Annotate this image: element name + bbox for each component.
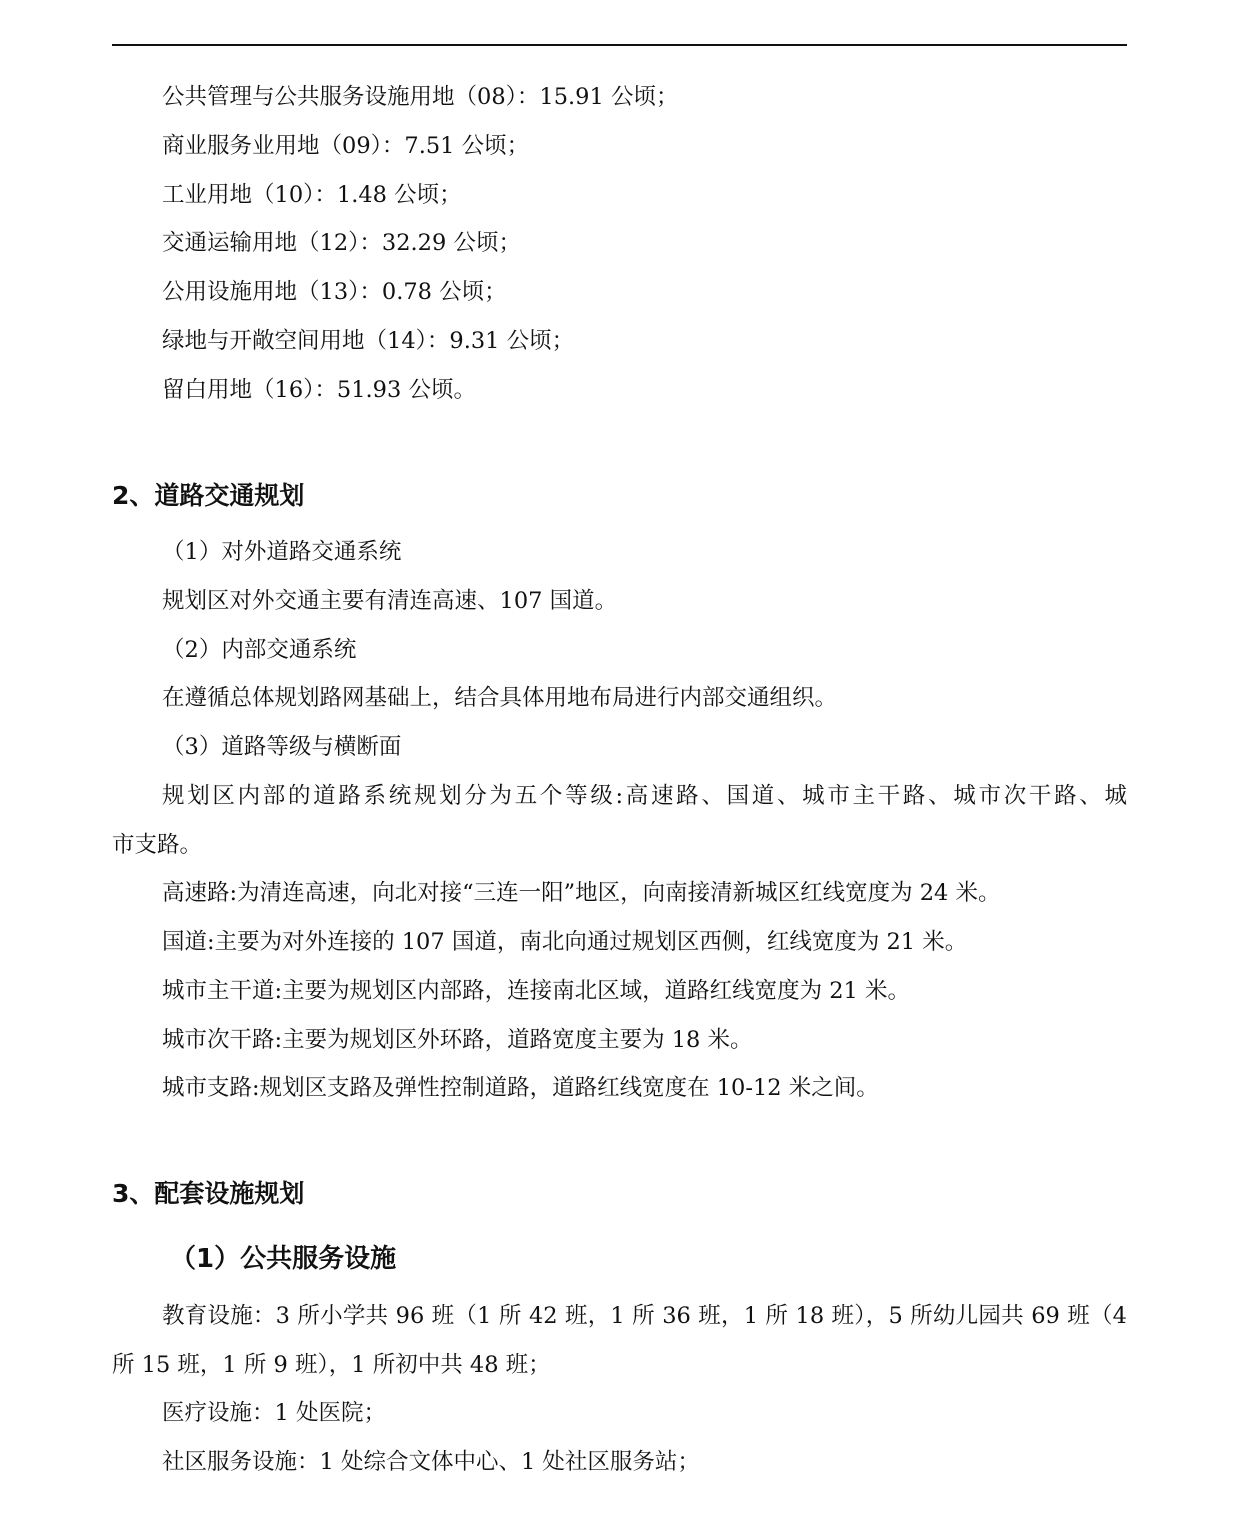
paragraph-education-line2: 所 15 班，1 所 9 班），1 所初中共 48 班； xyxy=(112,1352,551,1378)
paragraph-education-line1: 教育设施：3 所小学共 96 班（1 所 42 班，1 所 36 班，1 所 18 班），5 所幼儿园共 69 班（4 xyxy=(162,1303,1127,1329)
road-item: 高速路:为清连高速，向北对接“三连一阳”地区，向南接清新城区红线宽度为 24 米。 xyxy=(162,880,1001,906)
paragraph-grade-line2: 市支路。 xyxy=(112,832,203,858)
road-item: 城市次干路:主要为规划区外环路，道路宽度主要为 18 米。 xyxy=(162,1027,753,1053)
subsection-heading-public-service: （1）公共服务设施 xyxy=(170,1244,397,1274)
subsection-heading-grade: （3）道路等级与横断面 xyxy=(162,734,402,760)
subsection-heading-external: （1）对外道路交通系统 xyxy=(162,539,402,565)
paragraph-medical: 医疗设施：1 处医院； xyxy=(162,1400,386,1426)
land-use-item: 交通运输用地（12）：32.29 公顷； xyxy=(162,230,521,256)
paragraph-community: 社区服务设施：1 处综合文体中心、1 处社区服务站； xyxy=(162,1449,700,1475)
section-heading-facilities: 3、配套设施规划 xyxy=(112,1179,305,1208)
road-item: 城市主干道:主要为规划区内部路，连接南北区域，道路红线宽度为 21 米。 xyxy=(162,978,911,1004)
paragraph-internal: 在遵循总体规划路网基础上，结合具体用地布局进行内部交通组织。 xyxy=(162,685,838,711)
land-use-item: 留白用地（16）：51.93 公顷。 xyxy=(162,377,476,403)
land-use-item: 公用设施用地（13）：0.78 公顷； xyxy=(162,279,507,305)
header-rule xyxy=(112,44,1127,46)
land-use-item: 工业用地（10）：1.48 公顷； xyxy=(162,182,462,208)
land-use-item: 商业服务业用地（09）：7.51 公顷； xyxy=(162,133,530,159)
road-item: 城市支路:规划区支路及弹性控制道路，道路红线宽度在 10-12 米之间。 xyxy=(162,1075,879,1101)
subsection-heading-internal: （2）内部交通系统 xyxy=(162,637,357,663)
land-use-item: 绿地与开敞空间用地（14）：9.31 公顷； xyxy=(162,328,575,354)
land-use-item: 公共管理与公共服务设施用地（08）：15.91 公顷； xyxy=(162,84,679,110)
paragraph-external: 规划区对外交通主要有清连高速、107 国道。 xyxy=(162,588,618,614)
paragraph-grade-line1: 规划区内部的道路系统规划分为五个等级:高速路、国道、城市主干路、城市次干路、城 xyxy=(162,783,1127,809)
road-item: 国道:主要为对外连接的 107 国道，南北向通过规划区西侧，红线宽度为 21 米。 xyxy=(162,929,968,955)
section-heading-road-traffic: 2、道路交通规划 xyxy=(112,481,305,510)
